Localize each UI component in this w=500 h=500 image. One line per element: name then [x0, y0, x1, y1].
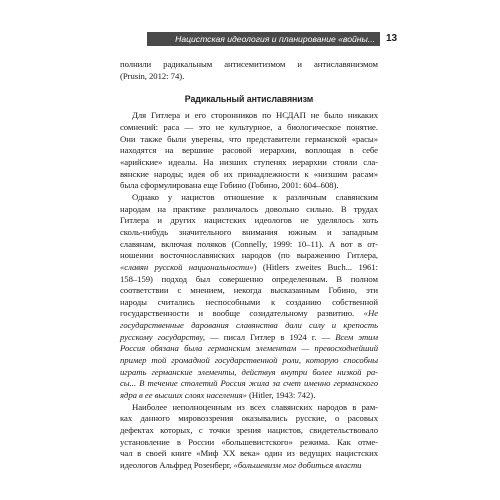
italic-quote: пример той громадной государственной роли, которую способны [120, 355, 378, 366]
text-line: соответствии с мнением, некогда высказанным Гобино, эти [120, 285, 378, 296]
text-line [120, 332, 378, 344]
text-span: государственности и вообще созидательному развитию. [120, 308, 364, 319]
italic-quote: ядра в ее высших слоях населения» [120, 390, 247, 401]
text-line: вянские народы; идея об их принадлежности к «низшим расам» [120, 168, 378, 179]
text-line [120, 390, 378, 402]
italic-quote: играть германские элементы, действуя внутри более низкой ра- [120, 366, 378, 377]
section-title: Радикальный антиславянизм [184, 94, 314, 105]
italic-quote: «большевизм мог добиться власти [233, 460, 362, 470]
text-line: Однако у нацистов отношение к различным славянским [132, 191, 378, 202]
text-line [120, 308, 378, 320]
text-line [120, 367, 378, 379]
page-number: 13 [386, 33, 398, 44]
text-line: (Prusin, 2012: 74). [120, 70, 185, 81]
text-line [120, 262, 378, 274]
text-line: ношении восточнославянских народов (по выражению Гитлера, [120, 250, 378, 261]
text-span: — писал Гитлер в 1924 г. — [204, 331, 336, 342]
italic-quote: Всем этим [335, 331, 378, 342]
text-span: идеологов Альфред Розенберг, [120, 460, 234, 470]
text-span: (Hitler, 1943: 742). [246, 390, 316, 401]
text-line: находятся на вершине расовой иерархии, воплощая в себе [120, 145, 378, 156]
text-line: Для Гитлера и его сторонников по НСДАП не было никаких [132, 110, 378, 121]
text-line: народы считались неспособными к созданию собственной [120, 296, 378, 307]
text-line [120, 343, 378, 355]
italic-quote: русскому государству, [120, 331, 205, 342]
text-line: Они также были уверены, что представители германской «расы» [120, 133, 378, 144]
text-line: 158–159) подход был совершенно определенным. В полном [120, 273, 378, 284]
italic-quote: Россия обязана была германским элементам — превосходнейший [120, 343, 378, 354]
text-line: Гитлера и других нацистских идеологов не уделялось хоть [120, 215, 378, 226]
text-line: славянам, включая поляков (Connelly, 1999: 10–11). А вот в от- [120, 238, 378, 249]
body-text [120, 59, 378, 472]
text-line: народам на практике различалось довольно сильно. В трудах [120, 203, 378, 214]
text-line [120, 355, 378, 367]
italic-quote: «славян русской национальности» [120, 261, 254, 272]
text-line: полнили радикальным антисемитизмом и антиславянизмом [120, 59, 378, 69]
text-line: дефектах которых, с точки зрения нацистов, свидетельствовало [120, 425, 378, 436]
text-line [120, 460, 378, 472]
text-line: чал в своей книге «Миф XX века» один из ведущих нацистских [120, 448, 378, 459]
text-line: была сформулирована еще Гобино (Гобино, 2001: 604–608). [120, 180, 339, 191]
text-line: ках данного мировоззрения оказывались русские, о расовых [120, 413, 378, 424]
running-header: Нацистская идеология и планирование «войны... [147, 32, 380, 46]
text-line: установление в России «большевистского» режима. Как отме- [120, 436, 378, 447]
text-line: Наиболее неполноценным из всех славянских народов в рам- [132, 401, 378, 412]
italic-quote: государственные дарования славянства дали силу и крепость [120, 320, 378, 331]
text-line: «арийские» идеалы. На низших ступенях иерархии стояли сла- [120, 156, 378, 167]
text-line [120, 378, 378, 390]
italic-quote: сы... В течение столетий Россия жила за счет именно германского [120, 378, 378, 389]
text-line: сомнений: раса — это не культурное, а биологическое понятие. [120, 121, 378, 132]
text-line [120, 320, 378, 332]
text-span: ) (Hitlers zweites Buch... 1961: [253, 261, 378, 272]
italic-quote: «Не [363, 308, 378, 319]
text-line: сколь-нибудь значительного внимания южным и западным [120, 226, 378, 237]
